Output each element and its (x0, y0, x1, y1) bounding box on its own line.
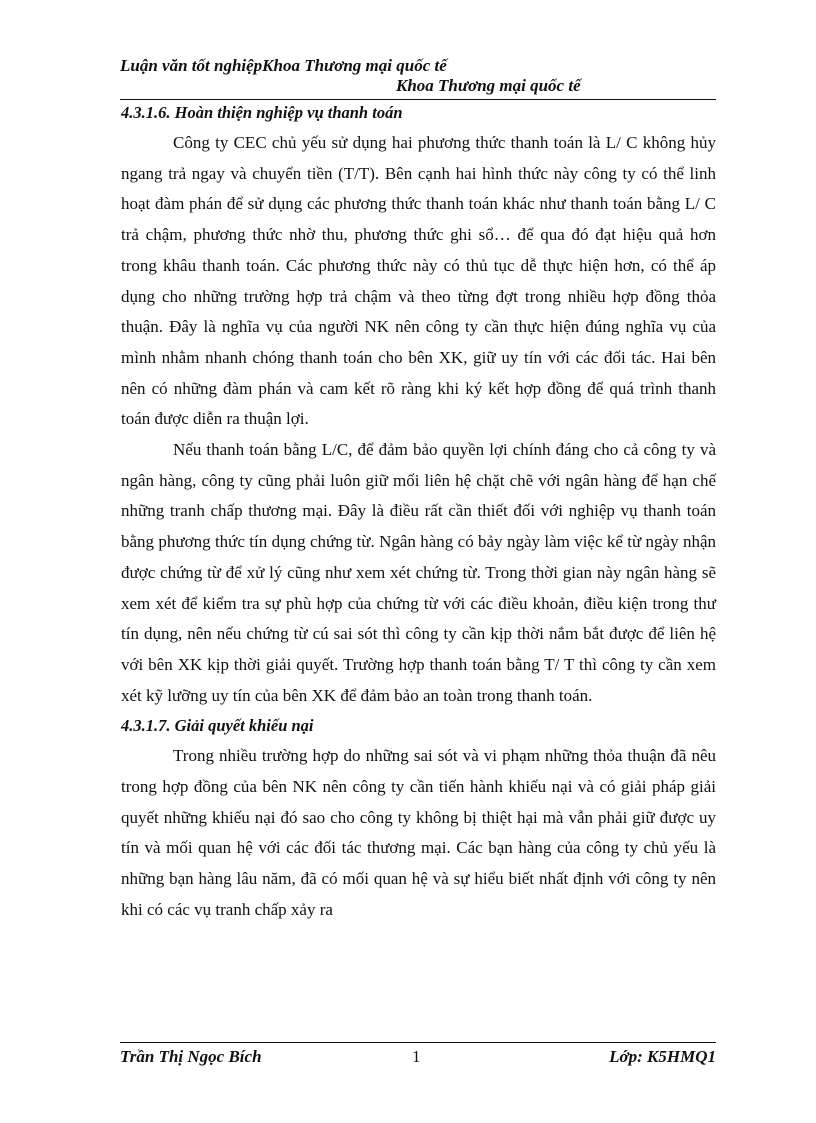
footer-divider (120, 1042, 716, 1043)
page-number: 1 (412, 1047, 421, 1066)
footer-author: Trần Thị Ngọc Bích (120, 1047, 262, 1066)
document-body (121, 98, 716, 926)
paragraph: Trong nhiều trường hợp do những sai sót và vi phạm những thỏa thuận đã nêu trong hợp đồng của bên NK nên công ty cần tiến hành khiếu nại và có giải pháp giải quyết những khiếu nại đó sao cho công ty không bị thiệt hại mà vẫn phải giữ được uy tín và mối quan hệ với các đối tác thương mại. Các bạn hàng của công ty chủ yếu là những bạn hàng lâu năm, đã có mối quan hệ và sự hiểu biết nhất định với công ty nên khi có các vụ tranh chấp xảy ra (121, 746, 716, 919)
header-faculty: Khoa Thương mại quốc tế (396, 76, 581, 95)
section-heading-complaints: 4.3.1.7. Giải quyết khiếu nại (121, 716, 314, 736)
header-thesis-title: Luận văn tốt nghiệpKhoa Thương mại quốc tế (120, 56, 447, 75)
section-heading-payment: 4.3.1.6. Hoàn thiện nghiệp vụ thanh toán (121, 103, 403, 122)
page-header (120, 56, 720, 96)
paragraph: Nếu thanh toán bằng L/C, để đảm bảo quyền lợi chính đáng cho cả công ty và ngân hàng, công ty cũng phải luôn giữ mối liên hệ chặt chẽ với ngân hàng để hạn chế những tranh chấp thương mại. Đây là điều rất cần thiết đối với nghiệp vụ thanh toán bằng phương thức tín dụng chứng từ. Ngân hàng có bảy ngày làm việc kể từ ngày nhận được chứng từ để xử lý cũng như xem xét chứng từ. Trong thời gian này ngân hàng sẽ xem xét để kiểm tra sự phù hợp của chứng từ với các điều khoản, điều kiện trong thư tín dụng, nên nếu chứng từ cú sai sót thì công ty cần kịp thời nắm bắt được để liên hệ với bên XK kịp thời giải quyết. Trường hợp thanh toán bằng T/ T thì công ty cần xem xét kỹ lưỡng uy tín của bên XK để đảm bảo an toàn trong thanh toán. (121, 440, 716, 705)
footer-class-code: Lớp: K5HMQ1 (609, 1047, 716, 1066)
page-footer (120, 1047, 716, 1069)
paragraph: Công ty CEC chủ yếu sử dụng hai phương thức thanh toán là L/ C không hủy ngang trả ngay và chuyển tiền (T/T). Bên cạnh hai hình thức này công ty có thể linh hoạt đàm phán để sử dụng các phương thức thanh toán khác như thanh toán bằng L/ C trả chậm, phương thức nhờ thu, phương thức ghi sổ… để qua đó đạt hiệu quả hơn trong khâu thanh toán. Các phương thức này có thủ tục dễ thực hiện hơn, có thể áp dụng cho những trường hợp trả chậm và theo từng đợt trong nhiều hợp đồng thỏa thuận. Đây là nghĩa vụ của người NK nên công ty cần thực hiện đúng nghĩa vụ của mình nhằm nhanh chóng thanh toán cho bên XK, giữ uy tín với các đối tác. Hai bên nên có những đàm phán và cam kết rõ ràng khi ký kết hợp đồng để quá trình thanh toán được diễn ra thuận lợi. (121, 133, 716, 429)
